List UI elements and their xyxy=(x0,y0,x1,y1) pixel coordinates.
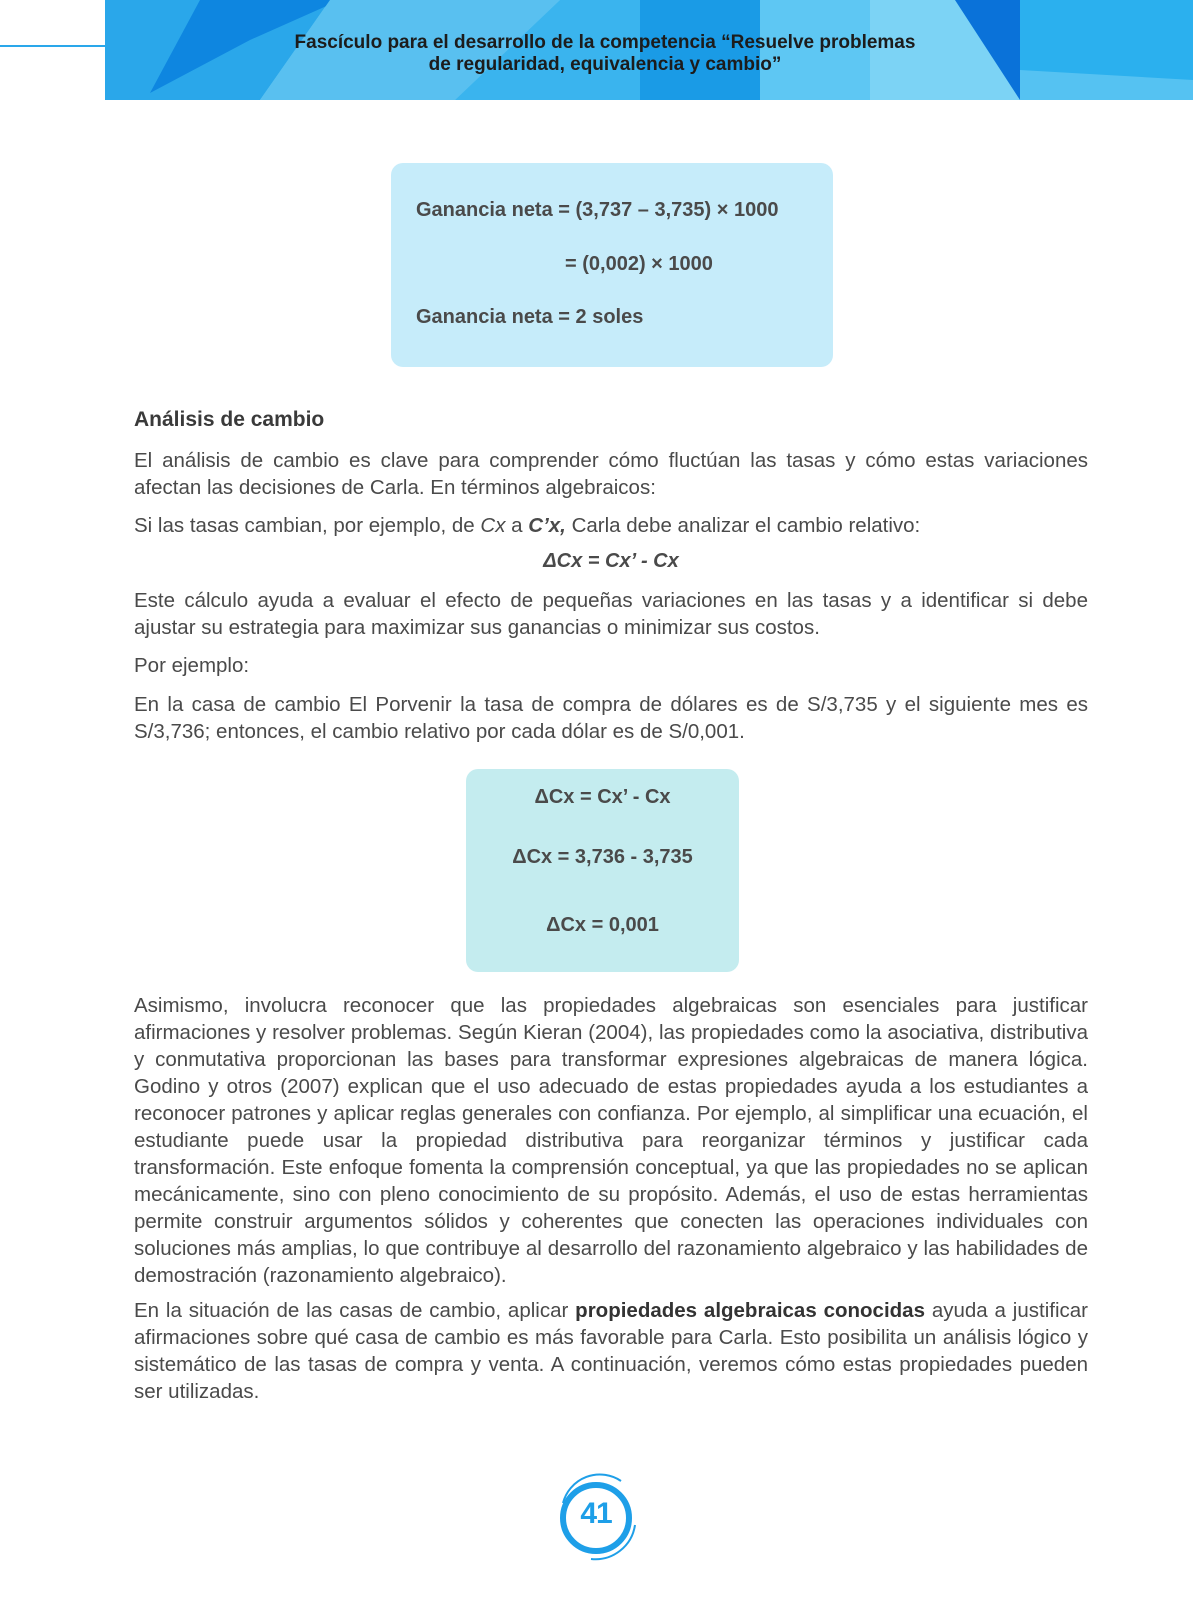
paragraph-example: En la casa de cambio El Porvenir la tasa de compra de dólares es de S/3,735 y el siguiente mes es S/3,736; entonces, el cambio relativo por cada dólar es de S/0,001. xyxy=(134,693,1088,743)
formula-line-2: = (0,002) × 1000 xyxy=(565,253,713,275)
text-segment: a xyxy=(505,514,529,537)
net-profit-formula-box xyxy=(391,163,833,367)
delta-calculation-box xyxy=(466,769,739,972)
text-segment: Carla debe analizar el cambio relativo: xyxy=(565,514,921,537)
formula-line-3: Ganancia neta = 2 soles xyxy=(416,306,644,328)
delta-line-3: ΔCx = 0,001 xyxy=(546,914,659,936)
section-heading: Análisis de cambio xyxy=(134,408,325,431)
header-title-line-2: de regularidad, equivalencia y cambio” xyxy=(428,54,782,75)
paragraph-exchange-houses xyxy=(134,1297,1088,1405)
delta-line-2: ΔCx = 3,736 - 3,735 xyxy=(512,846,693,868)
paragraph-intro: El análisis de cambio es clave para comprender cómo fluctúan las tasas y cómo estas variaciones afectan las decisiones de Carla. En términos algebraicos: xyxy=(134,449,1088,499)
text-segment: Si las tasas cambian, por ejemplo, de xyxy=(134,514,481,537)
delta-line-1: ΔCx = Cx’ - Cx xyxy=(534,786,671,808)
header-title-line-1: Fascículo para el desarrollo de la competencia “Resuelve problemas xyxy=(294,32,916,53)
paragraph-example-label: Por ejemplo: xyxy=(134,654,250,677)
text-segment: ayuda a justificar afirmaciones sobre qué casa de cambio es más favorable para Carla. Esto posibilita un análisis lógico y sistemático de las tasas de compra y venta. A continuación, veremos cómo estas propiedades pueden ser utilizadas. xyxy=(134,1299,1088,1403)
cx-variable: Cx xyxy=(480,514,506,537)
paragraph-effect: Este cálculo ayuda a evaluar el efecto de pequeñas variaciones en las tasas y a identificar si debe ajustar su estrategia para maximizar sus ganancias o minimizar sus costos. xyxy=(134,589,1088,639)
page-number: 41 xyxy=(580,1497,612,1530)
highlighted-term: propiedades algebraicas conocidas xyxy=(575,1299,925,1322)
formula-line-1: Ganancia neta = (3,737 – 3,735) × 1000 xyxy=(416,199,779,221)
text-segment: En la situación de las casas de cambio, aplicar xyxy=(134,1299,576,1322)
paragraph-properties: Asimismo, involucra reconocer que las propiedades algebraicas son esenciales para justificar afirmaciones y resolver problemas. Según Kieran (2004), las propiedades como la asociativa, distributiva y conmutativa proporcionan las bases para transformar expresiones algebraicas de manera lógica. Godino y otros (2007) explican que el uso adecuado de estas propiedades ayuda a los estudiantes a reconocer patrones y aplicar reglas generales con confianza. Por ejemplo, al simplificar una ecuación, el estudiante puede usar la propiedad distributiva para reorganizar términos y justificar cada transformación. Este enfoque fomenta la comprensión conceptual, ya que las propiedades no se aplican mecánicamente, sino con pleno conocimiento de su propósito. Además, el uso de estas herramientas permite construir argumentos sólidos y coherentes que conecten las operaciones individuales con soluciones más amplias, lo que contribuye al desarrollo del razonamiento algebraico y las habilidades de demostración (razonamiento algebraico). xyxy=(134,994,1088,1287)
header-title xyxy=(190,32,1020,76)
cx-prime-variable: C’x, xyxy=(528,514,566,537)
paragraph-rate-change xyxy=(134,512,1088,539)
delta-formula: ΔCx = Cx’ - Cx xyxy=(543,550,679,572)
